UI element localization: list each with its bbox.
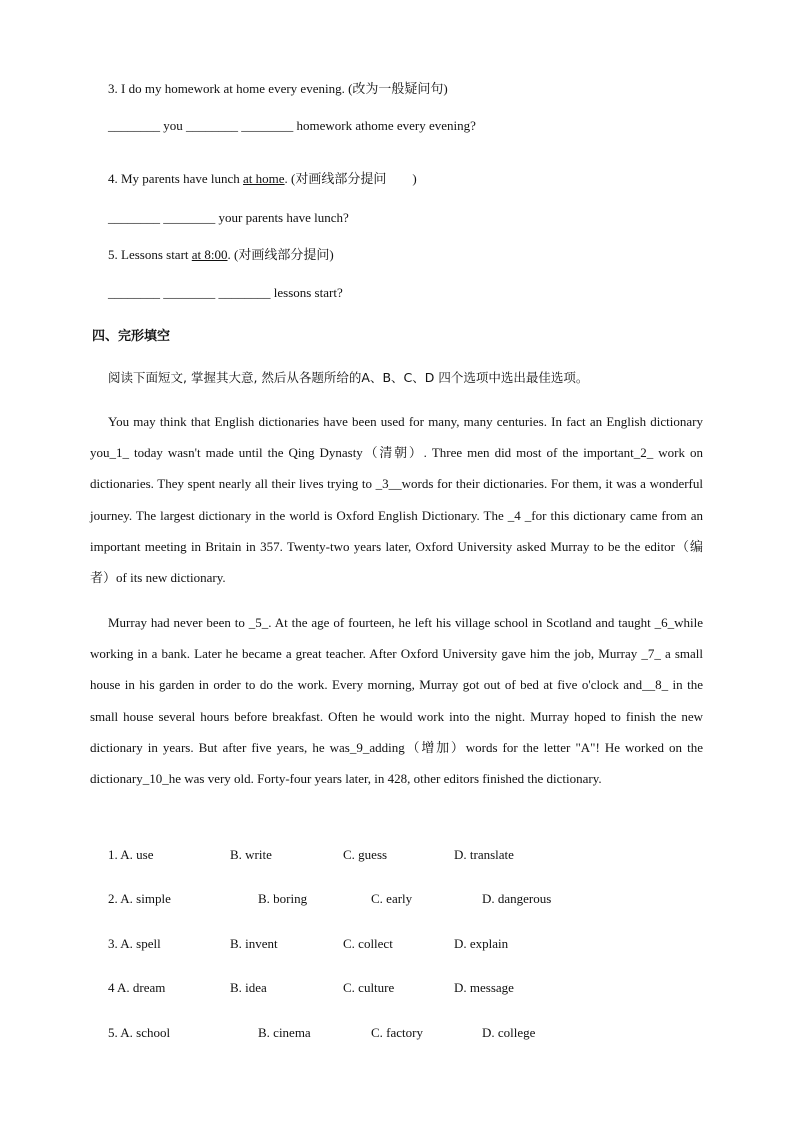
option-5-d: D. college	[482, 1025, 536, 1040]
option-1-b: B. write	[230, 847, 272, 862]
passage-paragraph-2: Murray had never been to _5_. At the age of fourteen, he left his village school in Scotland and taught _6_while working in a bank. Later he became a great teacher. After Oxford University gave him the job, Murray _7_ a small house in his garden in order to do the work. Every morning, Murray got out of bed at five o'clock and__8_ in the small house several hours before breakfast. Often he would work into the night. Murray hoped to finish the new dictionary in years. But after five years, he was_9_adding（增加）words for the letter "A"! He worked on the dictionary_10_he was very old. Forty-four years later, in 428, other editors finished the dictionary.	[90, 615, 703, 787]
q4-prompt-pre: 4. My parents have lunch	[108, 171, 244, 186]
q5-answer-line: ________ ________ ________ lessons start?	[108, 285, 343, 300]
q4-prompt-post: . (对画线部分提问 )	[284, 171, 417, 186]
option-1-d: D. translate	[454, 847, 514, 862]
option-3-a: 3. A. spell	[108, 936, 161, 951]
option-1-c: C. guess	[343, 847, 388, 862]
option-5-a: 5. A. school	[108, 1025, 171, 1040]
q5-prompt-pre: 5. Lessons start	[108, 247, 192, 262]
q3-prompt: 3. I do my homework at home every evening. (改为一般疑问句)	[108, 81, 448, 96]
passage-paragraph-1: You may think that English dictionaries have been used for many, many centuries. In fact an English dictionary you_1_ today wasn't made until the Qing Dynasty（清朝）. Three men did most of the important_2_ work on dictionaries. They spent nearly all their lives trying to _3__words for their dictionaries. For them, it was a wonderful journey. The largest dictionary in the world is Oxford English Dictionary. The _4 _for this dictionary came from an important meeting in Britain in 357. Twenty-two years later, Oxford University asked Murray to be the editor（编者）of its new dictionary.	[90, 414, 703, 586]
option-4-a: 4 A. dream	[108, 980, 166, 995]
option-1-a: 1. A. use	[108, 847, 154, 862]
option-2-a: 2. A. simple	[108, 891, 171, 906]
q5-underlined-phrase: at 8:00	[191, 247, 228, 262]
option-3-c: C. collect	[343, 936, 393, 951]
q4-underlined-phrase: at home	[243, 171, 285, 186]
option-2-c: C. early	[371, 891, 413, 906]
option-5-c: C. factory	[371, 1025, 423, 1040]
q3-answer-line: ________ you ________ ________ homework athome every evening?	[108, 118, 476, 133]
option-2-d: D. dangerous	[482, 891, 552, 906]
q5-prompt-post: . (对画线部分提问)	[227, 247, 334, 262]
section-heading: 四、完形填空	[92, 329, 171, 344]
section-instruction: 阅读下面短文, 掌握其大意, 然后从各题所给的A、B、C、D 四个选项中选出最佳选项。	[108, 370, 589, 385]
option-2-b: B. boring	[258, 891, 308, 906]
option-4-c: C. culture	[343, 980, 395, 995]
option-3-b: B. invent	[230, 936, 278, 951]
option-3-d: D. explain	[454, 936, 509, 951]
option-5-b: B. cinema	[258, 1025, 311, 1040]
q4-prompt	[108, 171, 417, 187]
option-4-d: D. message	[454, 980, 514, 995]
q5-prompt	[108, 247, 334, 263]
q4-answer-line: ________ ________ your parents have lunch?	[108, 210, 349, 225]
option-4-b: B. idea	[230, 980, 267, 995]
